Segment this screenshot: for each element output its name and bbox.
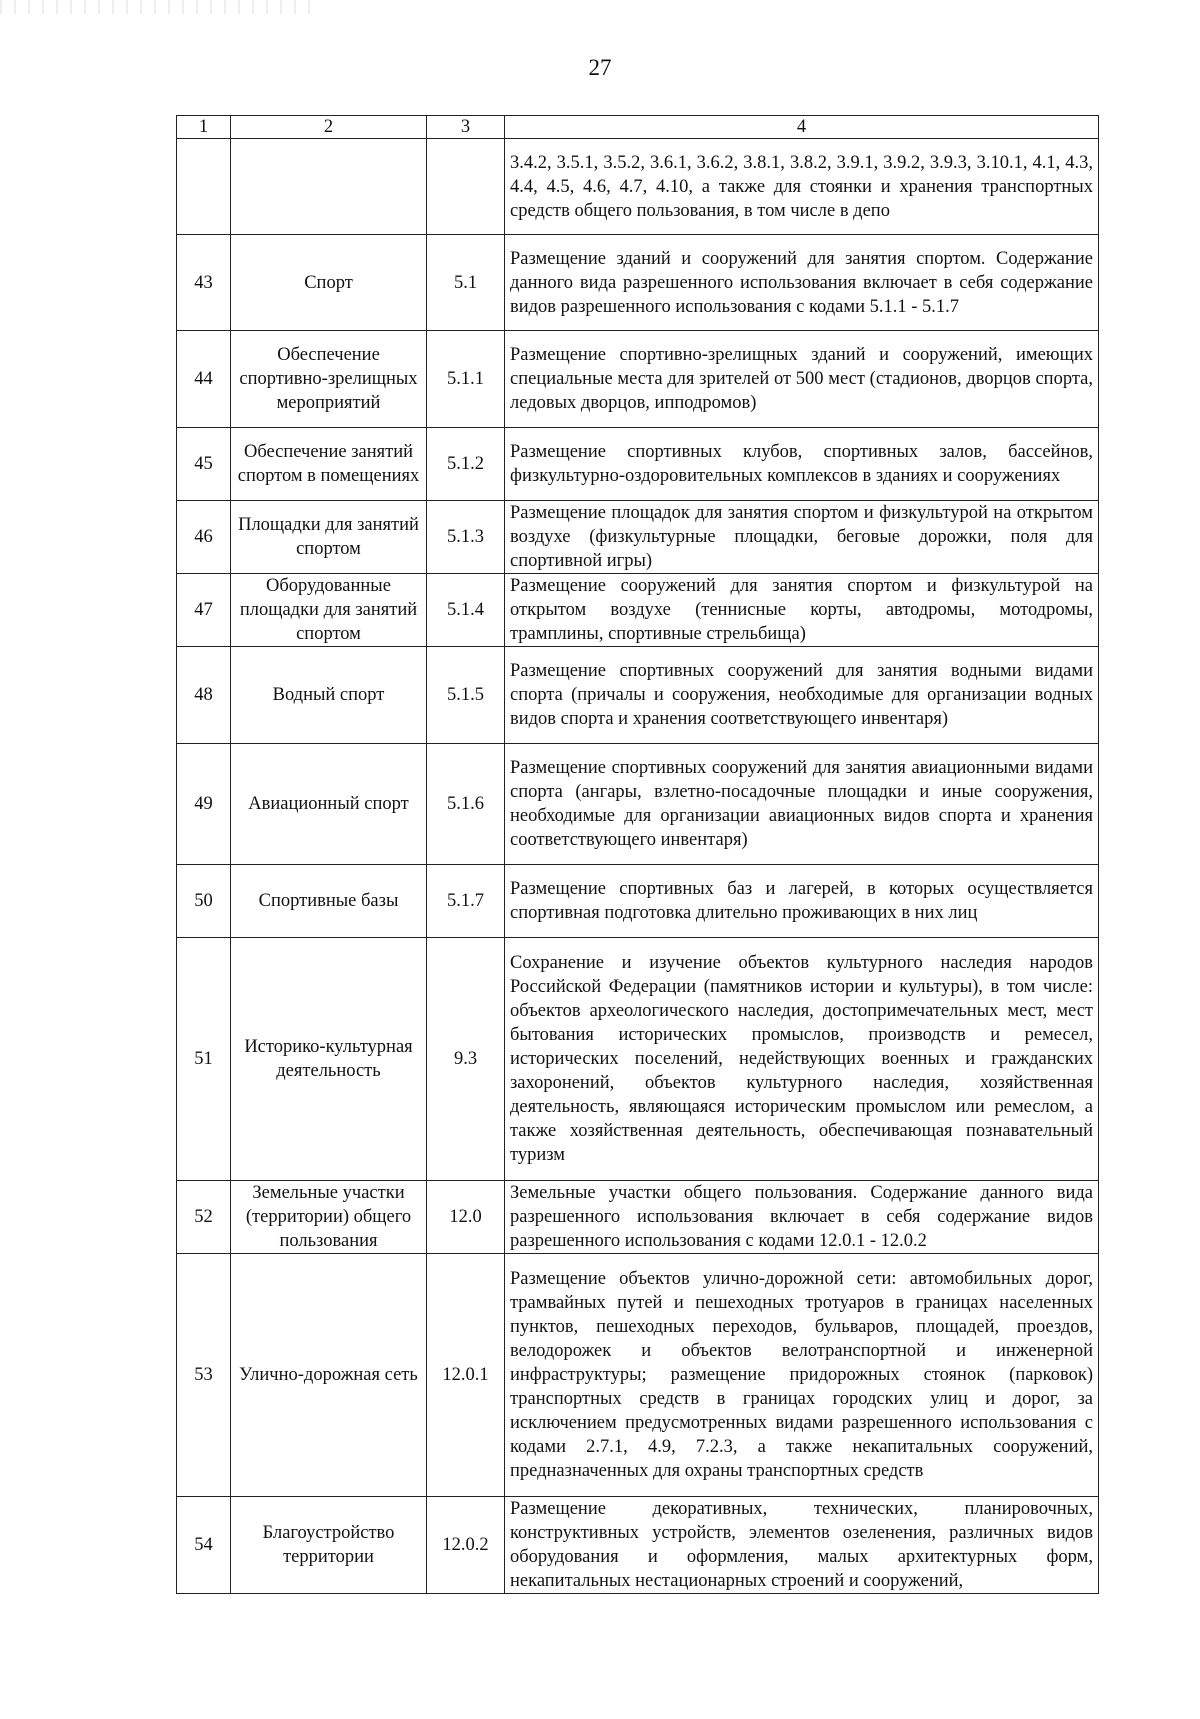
table-row — [177, 1181, 1099, 1254]
land-use-name: Спорт — [231, 235, 427, 331]
land-use-code: 12.0.2 — [427, 1497, 505, 1594]
table-row — [177, 139, 1099, 235]
land-use-description: Размещение спортивных баз и лагерей, в которых осуществляется спортивная подготовка длительно проживающих в них лиц — [505, 865, 1099, 938]
land-use-description: Размещение сооружений для занятия спортом и физкультурой на открытом воздухе (теннисные корты, автодромы, мотодромы, трамплины, спортивные стрельбища) — [505, 574, 1099, 647]
row-number: 45 — [177, 428, 231, 501]
column-header: 2 — [231, 116, 427, 139]
land-use-name: Спортивные базы — [231, 865, 427, 938]
table-row — [177, 865, 1099, 938]
land-use-description: Сохранение и изучение объектов культурного наследия народов Российской Федерации (памятников истории и культуры), в том числе: объектов археологического наследия, достопримечательных мест, мест бытования исторических промыслов, производств и ремесел, исторических поселений, недействующих военных и гражданских захоронений, объектов культурного наследия, хозяйственная деятельность, являющаяся историческим промыслом или ремеслом, а также хозяйственная деятельность, обеспечивающая познавательный туризм — [505, 938, 1099, 1181]
row-number: 43 — [177, 235, 231, 331]
land-use-name: Обеспечение спортивно-зрелищных мероприятий — [231, 331, 427, 428]
row-number: 48 — [177, 647, 231, 744]
land-use-description: Размещение спортивно-зрелищных зданий и сооружений, имеющих специальные места для зрителей от 500 мест (стадионов, дворцов спорта, ледовых дворцов, ипподромов) — [505, 331, 1099, 428]
land-use-description: Размещение объектов улично-дорожной сети: автомобильных дорог, трамвайных путей и пешеходных тротуаров в границах населенных пунктов, пешеходных переходов, бульваров, площадей, проездов, велодорожек и объектов велотранспортной и инженерной инфраструктуры; размещение придорожных стоянок (парковок) транспортных средств в границах городских улиц и дорог, за исключением предусмотренных видами разрешенного использования с кодами 2.7.1, 4.9, 7.2.3, а также некапитальных сооружений, предназначенных для охраны транспортных средств — [505, 1254, 1099, 1497]
land-use-name: Улично-дорожная сеть — [231, 1254, 427, 1497]
column-header: 1 — [177, 116, 231, 139]
row-number: 53 — [177, 1254, 231, 1497]
row-number: 51 — [177, 938, 231, 1181]
land-use-code: 5.1.1 — [427, 331, 505, 428]
land-use-code: 5.1.2 — [427, 428, 505, 501]
table-row — [177, 428, 1099, 501]
table-row — [177, 501, 1099, 574]
land-use-code — [427, 139, 505, 235]
land-use-name — [231, 139, 427, 235]
land-use-name: Площадки для занятий спортом — [231, 501, 427, 574]
land-use-description: Размещение спортивных сооружений для занятия водными видами спорта (причалы и сооружения, необходимые для организации водных видов спорта и хранения соответствующего инвентаря) — [505, 647, 1099, 744]
land-use-name: Авиационный спорт — [231, 744, 427, 865]
table-row — [177, 235, 1099, 331]
row-number: 50 — [177, 865, 231, 938]
row-number: 54 — [177, 1497, 231, 1594]
table-row — [177, 938, 1099, 1181]
land-use-code: 5.1.6 — [427, 744, 505, 865]
land-use-description: Размещение декоративных, технических, планировочных, конструктивных устройств, элементов озеленения, различных видов оборудования и оформления, малых архитектурных форм, некапитальных нестационарных строений и сооружений, — [505, 1497, 1099, 1594]
land-use-code: 5.1.3 — [427, 501, 505, 574]
page-number: 27 — [588, 55, 612, 80]
row-number: 44 — [177, 331, 231, 428]
land-use-table — [176, 115, 1099, 1594]
land-use-code: 5.1.4 — [427, 574, 505, 647]
land-use-description: Размещение спортивных сооружений для занятия авиационными видами спорта (ангары, взлетно-посадочные площадки и иные сооружения, необходимые для организации авиационных видов спорта и хранения соответствующего инвентаря) — [505, 744, 1099, 865]
land-use-name: Историко-культурная деятельность — [231, 938, 427, 1181]
land-use-name: Обеспечение занятий спортом в помещениях — [231, 428, 427, 501]
column-header: 3 — [427, 116, 505, 139]
land-use-code: 5.1.5 — [427, 647, 505, 744]
table-row — [177, 744, 1099, 865]
land-use-description: Земельные участки общего пользования. Содержание данного вида разрешенного использования включает в себя содержание видов разрешенного использования с кодами 12.0.1 - 12.0.2 — [505, 1181, 1099, 1254]
scan-artifact — [0, 0, 320, 14]
row-number: 52 — [177, 1181, 231, 1254]
row-number — [177, 139, 231, 235]
land-use-code: 12.0.1 — [427, 1254, 505, 1497]
table-row — [177, 1497, 1099, 1594]
land-use-code: 12.0 — [427, 1181, 505, 1254]
row-number: 46 — [177, 501, 231, 574]
column-header: 4 — [505, 116, 1099, 139]
table-header-row — [177, 116, 1099, 139]
land-use-name: Водный спорт — [231, 647, 427, 744]
land-use-description: 3.4.2, 3.5.1, 3.5.2, 3.6.1, 3.6.2, 3.8.1, 3.8.2, 3.9.1, 3.9.2, 3.9.3, 3.10.1, 4.1, 4.3, 4.4, 4.5, 4.6, 4.7, 4.10, а также для стоянки и хранения транспортных средств общего пользования, в том числе в депо — [505, 139, 1099, 235]
table-row — [177, 1254, 1099, 1497]
row-number: 49 — [177, 744, 231, 865]
table-row — [177, 331, 1099, 428]
land-use-name: Оборудованные площадки для занятий спортом — [231, 574, 427, 647]
row-number: 47 — [177, 574, 231, 647]
land-use-description: Размещение зданий и сооружений для занятия спортом. Содержание данного вида разрешенного использования включает в себя содержание видов разрешенного использования с кодами 5.1.1 - 5.1.7 — [505, 235, 1099, 331]
land-use-code: 5.1.7 — [427, 865, 505, 938]
land-use-description: Размещение площадок для занятия спортом и физкультурой на открытом воздухе (физкультурные площадки, беговые дорожки, поля для спортивной игры) — [505, 501, 1099, 574]
land-use-code: 5.1 — [427, 235, 505, 331]
land-use-name: Земельные участки (территории) общего пользования — [231, 1181, 427, 1254]
land-use-description: Размещение спортивных клубов, спортивных залов, бассейнов, физкультурно-оздоровительных комплексов в зданиях и сооружениях — [505, 428, 1099, 501]
land-use-code: 9.3 — [427, 938, 505, 1181]
table-row — [177, 574, 1099, 647]
land-use-name: Благоустройство территории — [231, 1497, 427, 1594]
table-row — [177, 647, 1099, 744]
